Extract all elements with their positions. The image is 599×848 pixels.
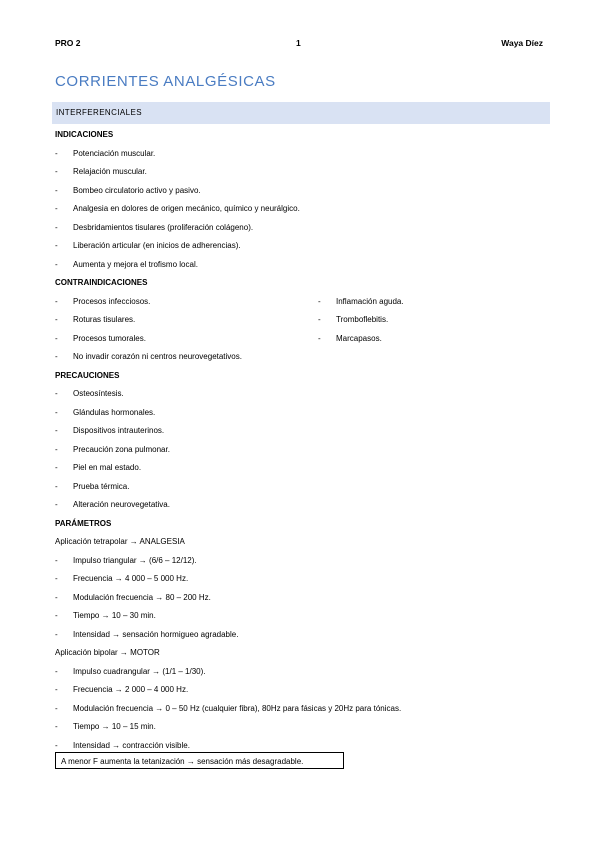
list-item: - Frecuencia → 2 000 – 4 000 Hz. — [55, 685, 189, 694]
list-item: - Impulso triangular → (6/6 – 12/12). — [55, 555, 197, 565]
list-item: - Prueba térmica. — [55, 481, 130, 491]
list-item: - Bombeo circulatorio activo y pasivo. — [55, 185, 201, 195]
list-item: - Piel en mal estado. — [55, 463, 142, 472]
list-item: - Relajación muscular. — [55, 167, 147, 176]
document-title: CORRIENTES ANALGÉSICAS — [55, 73, 276, 90]
list-item: - Precaución zona pulmonar. — [55, 444, 170, 454]
list-item: - Osteosíntesis. — [55, 389, 124, 398]
tetrapolar-label: Aplicación tetrapolar → ANALGESIA — [55, 537, 185, 546]
list-item: - Procesos infecciosos. - Inflamación aguda. — [55, 296, 404, 306]
list-item: - Analgesia en dolores de origen mecánico, químico y neurálgico. — [55, 204, 300, 213]
list-item: - Intensidad → sensación hormigueo agradable. — [55, 629, 239, 639]
section-bar — [52, 102, 550, 124]
list-item: - Dispositivos intrauterinos. — [55, 426, 165, 435]
list-item: - Roturas tisulares. - Tromboflebitis. — [55, 315, 389, 324]
boxed-note: A menor F aumenta la tetanización → sensación más desagradable. — [55, 752, 344, 769]
document-content — [55, 126, 550, 755]
contraindicaciones-heading: CONTRAINDICACIONES — [55, 278, 148, 287]
list-item: - Frecuencia → 4 000 – 5 000 Hz. — [55, 574, 189, 583]
bipolar-label: Aplicación bipolar → MOTOR — [55, 648, 160, 657]
list-item: - Modulación frecuencia → 0 – 50 Hz (cualquier fibra), 80Hz para fásicas y 20Hz para tónicas. — [55, 703, 402, 713]
list-item: - Impulso cuadrangular → (1/1 – 1/30). — [55, 666, 206, 676]
section-title: INTERFERENCIALES — [56, 108, 142, 117]
header-left: PRO 2 — [55, 38, 81, 48]
indicaciones-heading: INDICACIONES — [55, 130, 114, 139]
list-item: - Glándulas hormonales. — [55, 407, 156, 417]
list-item: - Alteración neurovegetativa. — [55, 500, 170, 509]
parametros-heading: PARÁMETROS — [55, 518, 112, 528]
list-item: - Tiempo → 10 – 30 min. — [55, 611, 156, 620]
list-item: - Desbridamientos tisulares (proliferación colágeno). — [55, 222, 254, 232]
list-item: - Tiempo → 10 – 15 min. — [55, 722, 156, 731]
list-item: - Intensidad → contracción visible. — [55, 740, 190, 750]
header-author: Waya Díez — [501, 38, 543, 48]
list-item: - Procesos tumorales. - Marcapasos. — [55, 333, 382, 343]
list-item: - Liberación articular (en inicios de adherencias). — [55, 241, 241, 250]
precauciones-heading: PRECAUCIONES — [55, 370, 120, 380]
page-number: 1 — [296, 38, 301, 48]
list-item: - Aumenta y mejora el trofismo local. — [55, 259, 198, 269]
list-item: - No invadir corazón ni centros neurovegetativos. — [55, 352, 242, 361]
list-item: - Potenciación muscular. — [55, 148, 156, 158]
list-item: - Modulación frecuencia → 80 – 200 Hz. — [55, 592, 211, 602]
